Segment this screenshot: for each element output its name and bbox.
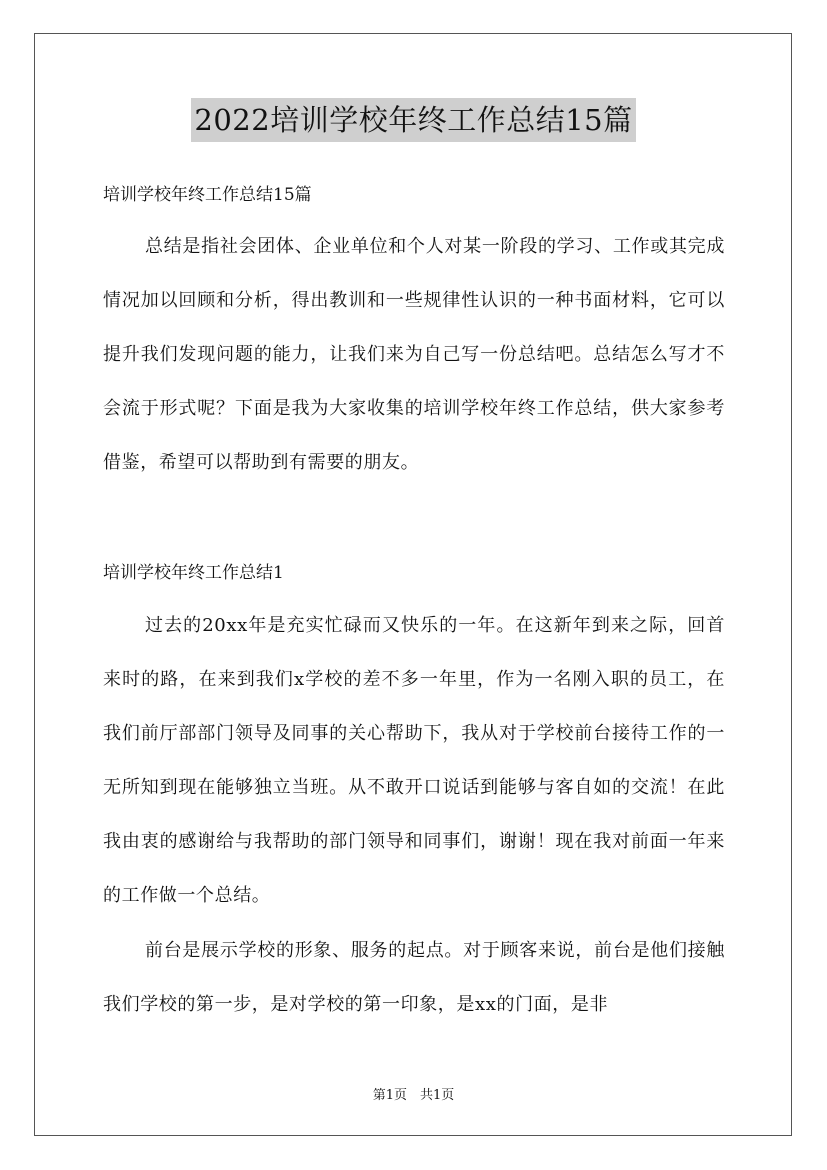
document-title: 2022培训学校年终工作总结15篇 [191, 98, 635, 142]
document-subtitle: 培训学校年终工作总结15篇 [103, 185, 312, 205]
section-paragraph-1: 过去的20xx年是充实忙碌而又快乐的一年。在这新年到来之际，回首来时的路，在来到我们x学校的差不多一年里，作为一名刚入职的员工，在我们前厅部部门领导及同事的关心帮助下，我从对于学校前台接待工作的一无所知到现在能够独立当班。从不敢开口说话到能够与客自如的交流！在此我由衷的感谢给与我帮助的部门领导和同事们，谢谢！现在我对前面一年来的工作做一个总结。 [103, 615, 725, 906]
title-wrap [0, 98, 827, 142]
section-paragraph-2: 前台是展示学校的形象、服务的起点。对于顾客来说，前台是他们接触我们学校的第一步，是对学校的第一印象，是xx的门面，是非 [103, 940, 725, 1015]
intro-paragraph: 总结是指社会团体、企业单位和个人对某一阶段的学习、工作或其完成情况加以回顾和分析，得出教训和一些规律性认识的一种书面材料，它可以提升我们发现问题的能力，让我们来为自己写一份总结吧。总结怎么写才不会流于形式呢？下面是我为大家收集的培训学校年终工作总结，供大家参考借鉴，希望可以帮助到有需要的朋友。 [103, 236, 725, 473]
section-heading: 培训学校年终工作总结1 [103, 563, 284, 583]
page-footer: 第1页 共1页 [372, 1088, 455, 1103]
